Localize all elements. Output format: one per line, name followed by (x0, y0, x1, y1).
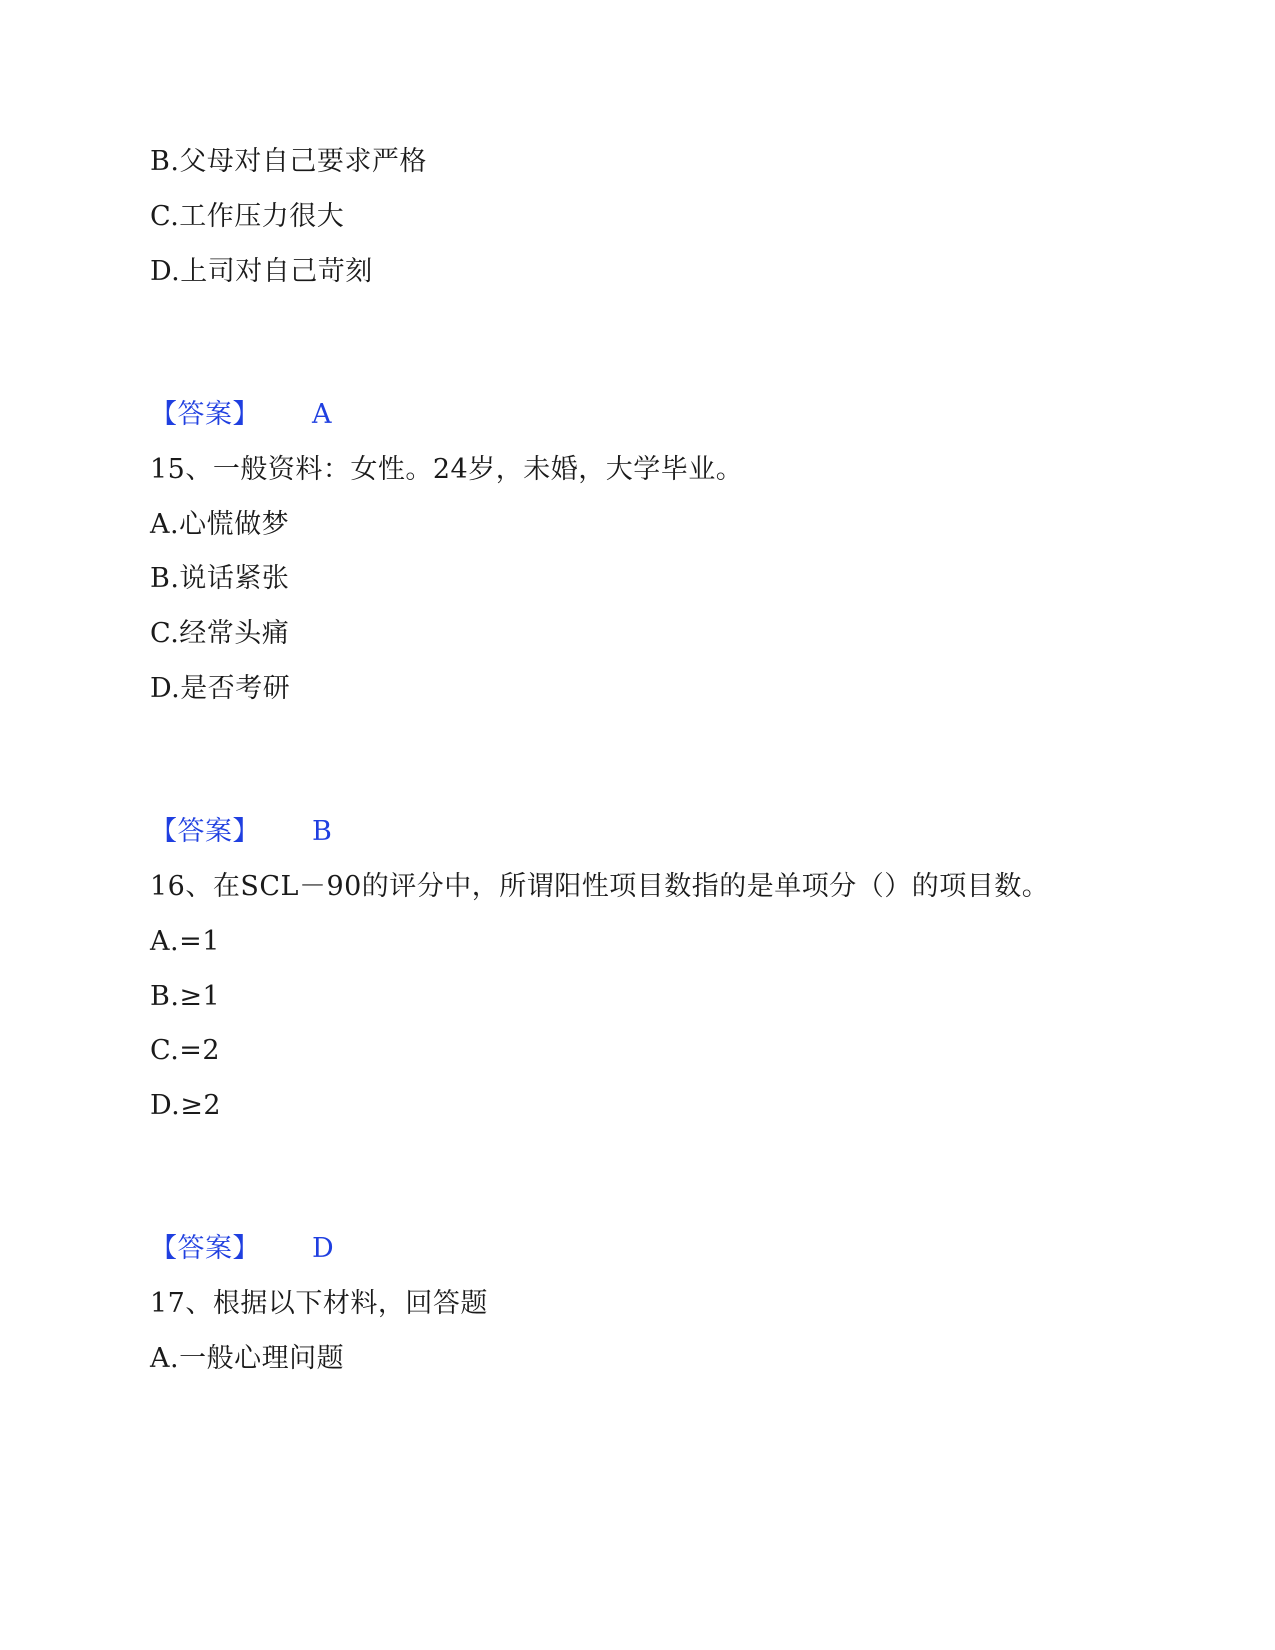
answer-label: 【答案】 (150, 399, 260, 430)
answer-value: D (312, 1233, 335, 1264)
q15-option-c: C.经常头痛 (150, 618, 290, 649)
answer-value: B (312, 816, 333, 847)
q16-answer (150, 1232, 334, 1266)
answer-label: 【答案】 (150, 1233, 260, 1264)
q17-option-a: A.一般心理问题 (150, 1343, 345, 1374)
q16-option-c: C.=2 (150, 1035, 221, 1066)
q14-answer (150, 398, 332, 432)
q16-option-a: A.=1 (150, 926, 220, 957)
q14-option-b: B.父母对自己要求严格 (150, 146, 427, 177)
q14-option-d: D.上司对自己苛刻 (150, 256, 373, 287)
q14-option-c: C.工作压力很大 (150, 201, 345, 232)
q15-question: 15、一般资料：女性。24岁，未婚，大学毕业。 (150, 454, 744, 485)
q17-question: 17、根据以下材料，回答题 (150, 1288, 488, 1319)
answer-value: A (312, 399, 332, 430)
q16-option-d: D.≥2 (150, 1090, 222, 1121)
q15-answer (150, 815, 332, 849)
q15-option-a: A.心慌做梦 (150, 509, 290, 540)
q16-question: 16、在SCL－90的评分中，所谓阳性项目数指的是单项分（）的项目数。 (150, 871, 1050, 902)
q15-option-d: D.是否考研 (150, 673, 291, 704)
q16-option-b: B.≥1 (150, 981, 221, 1012)
q15-option-b: B.说话紧张 (150, 563, 290, 594)
answer-label: 【答案】 (150, 816, 260, 847)
